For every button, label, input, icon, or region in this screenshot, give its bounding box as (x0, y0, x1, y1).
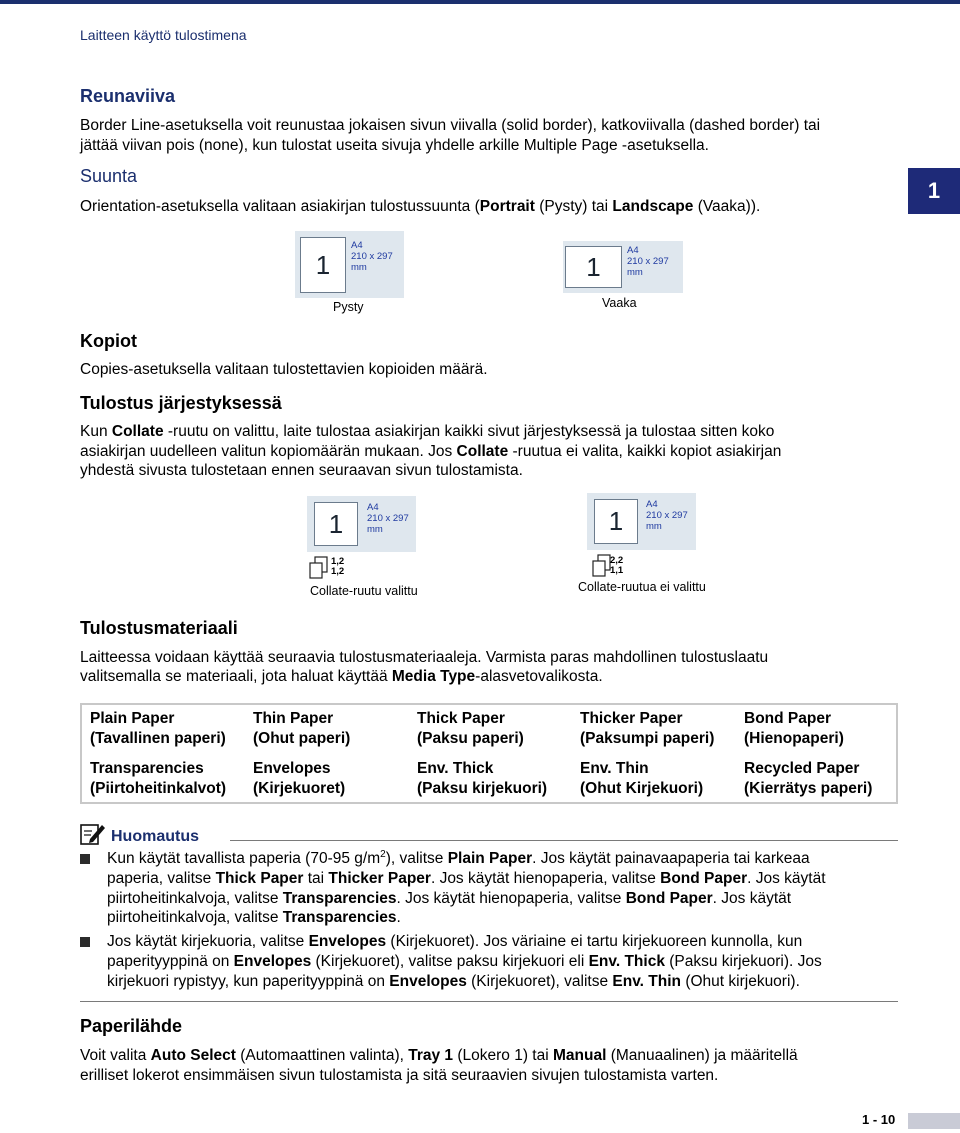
stacked-pages-icon (309, 556, 331, 580)
media-type-cell: Envelopes (Kirjekuoret) (253, 760, 346, 797)
kopiot-text: Copies-asetuksella valitaan tulostettavien kopioiden määrä. (80, 361, 488, 378)
tulostus-text-line2: asiakirjan uudelleen valitun kopiomäärän mukaan. Jos Collate -ruutua ei valita, kaikki kopiot asiakirjan (80, 443, 782, 460)
media-type-cell: Bond Paper (Hienopaperi) (744, 710, 844, 747)
heading-suunta: Suunta (80, 166, 138, 186)
note-pencil-icon (80, 822, 106, 846)
page-number-icon: 1 (565, 246, 622, 288)
media-type-cell: Plain Paper (Tavallinen paperi) (90, 710, 226, 747)
media-type-cell: Thick Paper (Paksu paperi) (417, 710, 524, 747)
page-number-icon: 1 (300, 237, 346, 293)
note-bullet2-line2: paperityyppinä on Envelopes (Kirjekuoret), valitse paksu kirjekuori eli Env. Thick (Paksu kirjekuori). Jos (107, 953, 822, 970)
media-type-cell: Recycled Paper (Kierrätys paperi) (744, 760, 873, 797)
note-bullet1-line3: piirtoheitinkalvoja, valitse Transparencies. Jos käytät hienopaperia, valitse Bond Paper. Jos käytät (107, 890, 792, 907)
note-bullet1-line4: piirtoheitinkalvoja, valitse Transparencies. (107, 909, 401, 926)
note-bullet1-line1: Kun käytät tavallista paperia (70-95 $g/m^2$), valitse Plain Paper. Jos käytät painavaapaperia tai karkeaa (107, 848, 810, 867)
bullet-icon (80, 937, 90, 947)
landscape-caption: Vaaka (602, 296, 637, 310)
tulostus-text-line1: Kun Collate -ruutu on valittu, laite tulostaa asiakirjan kaikki sivut järjestyksessä ja tulostaa sitten koko (80, 423, 775, 440)
landscape-preview (563, 241, 683, 293)
paper-size-label: A4 210 x 297 mm (627, 245, 669, 278)
heading-tulostus-jarjestyksessa: Tulostus järjestyksessä (80, 393, 282, 413)
collate-off-caption: Collate-ruutua ei valittu (578, 580, 706, 594)
portrait-preview (295, 231, 404, 298)
suunta-text: Orientation-asetuksella valitaan asiakirjan tulostussuunta (Portrait (Pysty) tai Landscape (Vaaka)). (80, 198, 761, 215)
footer-bar (908, 1113, 960, 1129)
media-type-cell: Thicker Paper (Paksumpi paperi) (580, 710, 715, 747)
tulostus-text-line3: yhdestä sivusta tulostetaan ennen seuraavan sivun tulostamista. (80, 462, 523, 479)
heading-tulostusmateriaali: Tulostusmateriaali (80, 618, 238, 638)
non-collate-order-icon: 2,2 1,1 (592, 554, 632, 578)
note-bullet1-line2: paperia, valitse Thick Paper tai Thicker Paper. Jos käytät hienopaperia, valitse Bond Paper. Jos käytät (107, 870, 826, 887)
page-number-icon: 1 (314, 502, 358, 546)
top-rule (0, 0, 960, 4)
paperilahde-text-line1: Voit valita Auto Select (Automaattinen valinta), Tray 1 (Lokero 1) tai Manual (Manuaalinen) ja määritellä (80, 1047, 798, 1064)
paper-size-label: A4 210 x 297 mm (367, 502, 409, 535)
reunaviiva-text-line1: Border Line-asetuksella voit reunustaa jokaisen sivun viivalla (solid border), katkoviivalla (dashed border) tai (80, 117, 821, 134)
note-bullet2-line3: kirjekuori rypistyy, kun paperityyppinä on Envelopes (Kirjekuoret), valitse Env. Thin (Ohut kirjekuori). (107, 973, 800, 990)
heading-kopiot: Kopiot (80, 331, 137, 351)
running-head: Laitteen käyttö tulostimena (80, 27, 247, 43)
note-top-rule (230, 840, 898, 841)
collate-off-preview (587, 493, 696, 550)
media-type-cell: Env. Thick (Paksu kirjekuori) (417, 760, 548, 797)
note-bottom-rule (80, 1001, 898, 1002)
collate-order-icon: 1,2 1,2 (309, 556, 349, 580)
chapter-tab: 1 (908, 168, 960, 214)
media-type-cell: Env. Thin (Ohut Kirjekuori) (580, 760, 704, 797)
media-type-table (80, 703, 898, 804)
note-bullet2-line1: Jos käytät kirjekuoria, valitse Envelopes (Kirjekuoret). Jos väriaine ei tartu kirjekuoreen kunnolla, kun (107, 933, 803, 950)
portrait-caption: Pysty (333, 300, 364, 314)
bullet-icon (80, 854, 90, 864)
heading-reunaviiva: Reunaviiva (80, 86, 176, 106)
paper-size-label: A4 210 x 297 mm (351, 240, 393, 273)
collate-on-preview (307, 496, 416, 552)
paperilahde-text-line2: erilliset lokerot ensimmäisen sivun tulostamista ja sitä seuraavien sivujen tulostamista varten. (80, 1067, 719, 1084)
media-type-cell: Thin Paper (Ohut paperi) (253, 710, 351, 747)
paper-size-label: A4 210 x 297 mm (646, 499, 688, 532)
heading-paperilahde: Paperilähde (80, 1016, 183, 1036)
materiaali-text-line1: Laitteessa voidaan käyttää seuraavia tulostusmateriaaleja. Varmista paras mahdollinen tulostuslaatu (80, 649, 769, 666)
media-type-cell: Transparencies (Piirtoheitinkalvot) (90, 760, 227, 797)
materiaali-text-line2: valitsemalla se materiaali, jota haluat käyttää Media Type-alasvetovalikosta. (80, 668, 603, 685)
page-number-icon: 1 (594, 499, 638, 544)
page-number: 1 - 10 (862, 1112, 896, 1127)
reunaviiva-text-line2: jättää viivan pois (none), kun tulostat useita sivuja yhdelle arkille Multiple Page -asetuksella. (80, 137, 709, 154)
note-title: Huomautus (111, 828, 199, 845)
collate-on-caption: Collate-ruutu valittu (310, 584, 418, 598)
